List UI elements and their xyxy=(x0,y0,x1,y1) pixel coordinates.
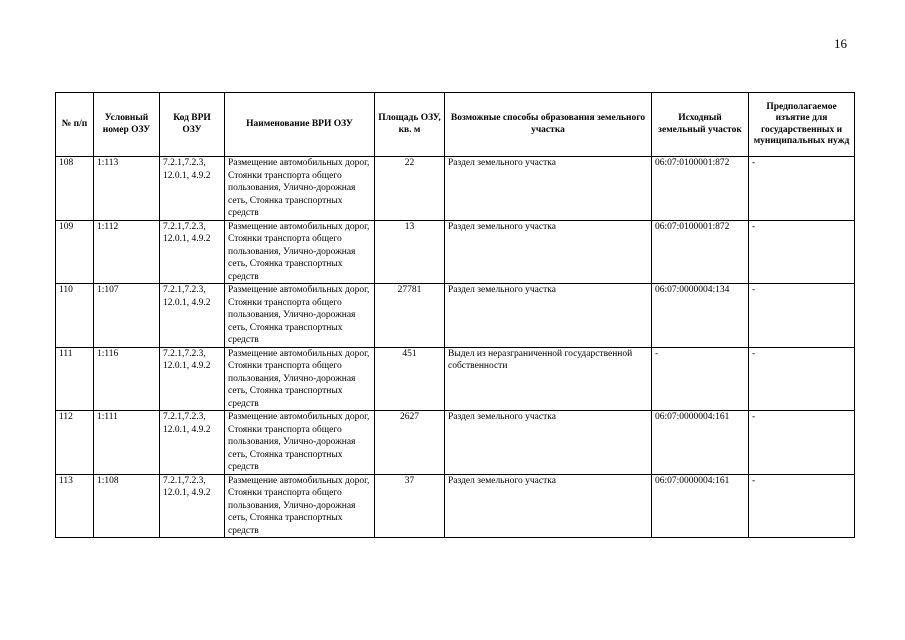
formation-method: Раздел земельного участка xyxy=(445,284,652,348)
row-number: 113 xyxy=(56,474,94,538)
table-row xyxy=(56,347,855,411)
vri-name: Размещение автомобильных дорог, Стоянки транспорта общего пользования, Улично-дорожная сеть, Стоянка транспортных средств xyxy=(225,220,375,284)
conditional-number: 1:116 xyxy=(94,347,160,411)
row-number: 111 xyxy=(56,347,94,411)
plot-area: 22 xyxy=(375,157,445,221)
vri-code: 7.2.1,7.2.3, 12.0.1, 4.9.2 xyxy=(160,347,225,411)
plot-area: 27781 xyxy=(375,284,445,348)
table-row xyxy=(56,474,855,538)
conditional-number: 1:108 xyxy=(94,474,160,538)
conditional-number: 1:112 xyxy=(94,220,160,284)
row-number: 109 xyxy=(56,220,94,284)
row-number: 110 xyxy=(56,284,94,348)
vri-code: 7.2.1,7.2.3, 12.0.1, 4.9.2 xyxy=(160,474,225,538)
formation-method: Раздел земельного участка xyxy=(445,474,652,538)
vri-code: 7.2.1,7.2.3, 12.0.1, 4.9.2 xyxy=(160,157,225,221)
source-plot: 06:07:0100001:872 xyxy=(652,157,749,221)
source-plot: 06:07:0000004:161 xyxy=(652,411,749,475)
row-number: 108 xyxy=(56,157,94,221)
column-header: Условный номер ОЗУ xyxy=(94,93,160,157)
source-plot: - xyxy=(652,347,749,411)
table-row xyxy=(56,157,855,221)
plot-area: 2627 xyxy=(375,411,445,475)
column-header: № п/п xyxy=(56,93,94,157)
land-plots-table xyxy=(55,92,855,538)
seizure: - xyxy=(749,411,855,475)
conditional-number: 1:113 xyxy=(94,157,160,221)
formation-method: Раздел земельного участка xyxy=(445,157,652,221)
seizure: - xyxy=(749,347,855,411)
column-header: Площадь ОЗУ, кв. м xyxy=(375,93,445,157)
seizure: - xyxy=(749,474,855,538)
vri-name: Размещение автомобильных дорог, Стоянки транспорта общего пользования, Улично-дорожная сеть, Стоянка транспортных средств xyxy=(225,347,375,411)
formation-method: Выдел из неразграниченной государственной собственности xyxy=(445,347,652,411)
vri-code: 7.2.1,7.2.3, 12.0.1, 4.9.2 xyxy=(160,284,225,348)
table-header-row xyxy=(56,93,855,157)
vri-name: Размещение автомобильных дорог, Стоянки транспорта общего пользования, Улично-дорожная сеть, Стоянка транспортных средств xyxy=(225,474,375,538)
source-plot: 06:07:0000004:134 xyxy=(652,284,749,348)
column-header: Код ВРИ ОЗУ xyxy=(160,93,225,157)
seizure: - xyxy=(749,284,855,348)
vri-code: 7.2.1,7.2.3, 12.0.1, 4.9.2 xyxy=(160,411,225,475)
page-number: 16 xyxy=(834,36,847,51)
seizure: - xyxy=(749,220,855,284)
formation-method: Раздел земельного участка xyxy=(445,220,652,284)
column-header: Исходный земельный участок xyxy=(652,93,749,157)
table-row xyxy=(56,220,855,284)
conditional-number: 1:111 xyxy=(94,411,160,475)
plot-area: 37 xyxy=(375,474,445,538)
column-header: Предполагаемое изъятие для государственных и муниципальных нужд xyxy=(749,93,855,157)
vri-name: Размещение автомобильных дорог, Стоянки транспорта общего пользования, Улично-дорожная сеть, Стоянка транспортных средств xyxy=(225,284,375,348)
seizure: - xyxy=(749,157,855,221)
table-row xyxy=(56,284,855,348)
table-row xyxy=(56,411,855,475)
vri-code: 7.2.1,7.2.3, 12.0.1, 4.9.2 xyxy=(160,220,225,284)
formation-method: Раздел земельного участка xyxy=(445,411,652,475)
plot-area: 13 xyxy=(375,220,445,284)
vri-name: Размещение автомобильных дорог, Стоянки транспорта общего пользования, Улично-дорожная сеть, Стоянка транспортных средств xyxy=(225,411,375,475)
vri-name: Размещение автомобильных дорог, Стоянки транспорта общего пользования, Улично-дорожная сеть, Стоянка транспортных средств xyxy=(225,157,375,221)
conditional-number: 1:107 xyxy=(94,284,160,348)
column-header: Возможные способы образования земельного участка xyxy=(445,93,652,157)
column-header: Наименование ВРИ ОЗУ xyxy=(225,93,375,157)
row-number: 112 xyxy=(56,411,94,475)
source-plot: 06:07:0100001:872 xyxy=(652,220,749,284)
plot-area: 451 xyxy=(375,347,445,411)
source-plot: 06:07:0000004:161 xyxy=(652,474,749,538)
